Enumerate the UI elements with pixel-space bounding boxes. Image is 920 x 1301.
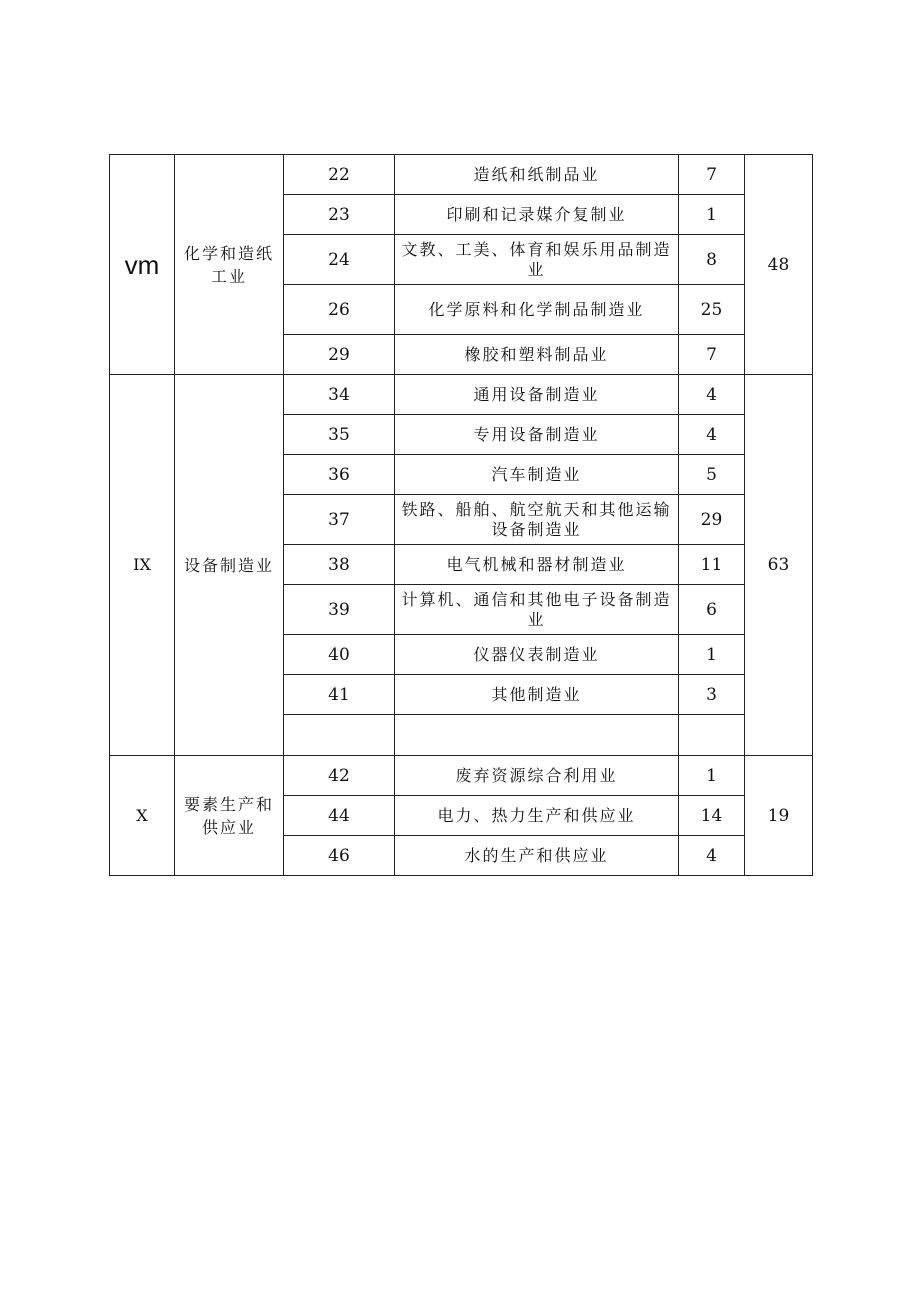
industry-name: 计算机、通信和其他电子设备制造业 (395, 585, 679, 635)
industry-count: 4 (679, 836, 745, 876)
industry-count: 5 (679, 455, 745, 495)
industry-name: 废弃资源综合利用业 (395, 756, 679, 796)
industry-name: 化学原料和化学制品制造业 (395, 285, 679, 335)
industry-count: 6 (679, 585, 745, 635)
industry-count: 14 (679, 796, 745, 836)
industry-count (679, 715, 745, 756)
table-row (110, 756, 813, 796)
industry-count: 7 (679, 155, 745, 195)
industry-name: 铁路、船舶、航空航天和其他运输设备制造业 (395, 495, 679, 545)
industry-code: 44 (284, 796, 395, 836)
group-roman-numeral: IX (110, 375, 175, 756)
industry-name: 其他制造业 (395, 675, 679, 715)
industry-code: 41 (284, 675, 395, 715)
industry-code: 40 (284, 635, 395, 675)
industry-count: 11 (679, 545, 745, 585)
group-roman-numeral: vm (110, 155, 175, 375)
industry-count: 8 (679, 235, 745, 285)
industry-code: 42 (284, 756, 395, 796)
industry-code: 24 (284, 235, 395, 285)
industry-name: 仪器仪表制造业 (395, 635, 679, 675)
industry-name: 水的生产和供应业 (395, 836, 679, 876)
industry-count: 7 (679, 335, 745, 375)
industry-code: 29 (284, 335, 395, 375)
industry-name: 印刷和记录媒介复制业 (395, 195, 679, 235)
industry-name: 通用设备制造业 (395, 375, 679, 415)
industry-code: 39 (284, 585, 395, 635)
industry-name: 电力、热力生产和供应业 (395, 796, 679, 836)
group-total: 63 (745, 375, 813, 756)
industry-code: 35 (284, 415, 395, 455)
industry-name: 电气机械和器材制造业 (395, 545, 679, 585)
industry-name (395, 715, 679, 756)
industry-count: 4 (679, 375, 745, 415)
industry-count: 29 (679, 495, 745, 545)
industry-name: 文教、工美、体育和娱乐用品制造业 (395, 235, 679, 285)
industry-count: 1 (679, 195, 745, 235)
group-total: 48 (745, 155, 813, 375)
industry-name: 造纸和纸制品业 (395, 155, 679, 195)
group-name: 化学和造纸工业 (175, 155, 284, 375)
industry-code: 38 (284, 545, 395, 585)
industry-name: 汽车制造业 (395, 455, 679, 495)
industry-table (109, 154, 813, 876)
industry-name: 专用设备制造业 (395, 415, 679, 455)
industry-count: 4 (679, 415, 745, 455)
industry-count: 3 (679, 675, 745, 715)
industry-count: 1 (679, 756, 745, 796)
group-roman-numeral: X (110, 756, 175, 876)
group-name: 设备制造业 (175, 375, 284, 756)
industry-code: 34 (284, 375, 395, 415)
industry-count: 1 (679, 635, 745, 675)
industry-name: 橡胶和塑料制品业 (395, 335, 679, 375)
industry-code: 46 (284, 836, 395, 876)
industry-code (284, 715, 395, 756)
industry-code: 37 (284, 495, 395, 545)
group-name: 要素生产和供应业 (175, 756, 284, 876)
industry-code: 22 (284, 155, 395, 195)
table-row (110, 375, 813, 415)
industry-code: 26 (284, 285, 395, 335)
group-total: 19 (745, 756, 813, 876)
industry-code: 23 (284, 195, 395, 235)
table-row (110, 155, 813, 195)
industry-count: 25 (679, 285, 745, 335)
industry-code: 36 (284, 455, 395, 495)
